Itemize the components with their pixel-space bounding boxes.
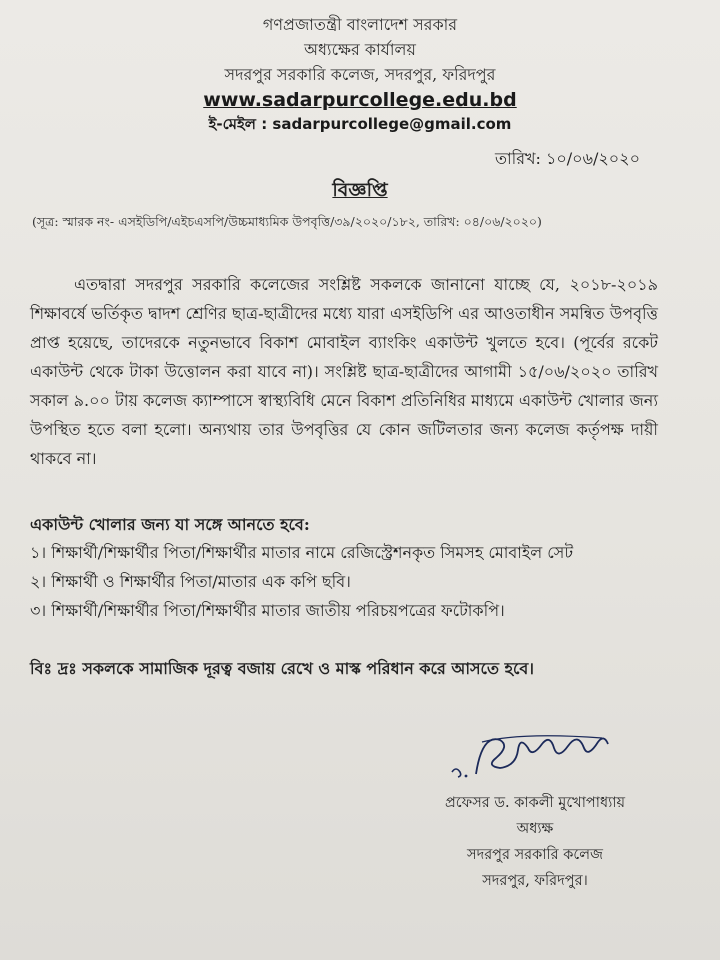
- list-item: ৩। শিক্ষার্থী/শিক্ষার্থীর পিতা/শিক্ষার্থীর মাতার জাতীয় পরিচয়পত্রের ফটোকপি।: [30, 601, 505, 620]
- list-item: ২। শিক্ষার্থী ও শিক্ষার্থীর পিতা/মাতার এক কপি ছবি।: [30, 572, 351, 591]
- office-name: অধ্যক্ষের কার্যালয়: [304, 40, 416, 59]
- signatory-designation: অধ্যক্ষ: [516, 821, 554, 837]
- special-note: বিঃ দ্রঃ সকলকে সামাজিক দূরত্ব বজায় রেখে ও মাস্ক পরিধান করে আসতে হবে।: [30, 659, 535, 678]
- government-name: গণপ্রজাতন্ত্রী বাংলাদেশ সরকার: [262, 15, 458, 34]
- college-address: সদরপুর সরকারি কলেজ, সদরপুর, ফরিদপুর: [224, 65, 496, 84]
- notice-body: এতদ্বারা সদরপুর সরকারি কলেজের সংশ্লিষ্ট সকলকে জানানো যাচ্ছে যে, ২০১৮-২০১৯ শিক্ষাবর্ষে ভর্তিকৃত দ্বাদশ শ্রেণির ছাত্র-ছাত্রীদের মধ্যে যারা এসইডিপি এর আওতাধীন সমন্বিত উপবৃত্তি প্রাপ্ত হয়েছে, তাদেরকে নতুনভাবে বিকাশ মোবাইল ব্যাংকিং একাউন্ট খুলতে হবে। (পূর্বের রকেট একাউন্ট থেকে টাকা উত্তোলন করা যাবে না)। সংশ্লিষ্ট ছাত্র-ছাত্রীদের আগামী ১৫/০৬/২০২০ তারিখ সকাল ৯.০০ টায় কলেজ ক্যাম্পাসে স্বাস্থ্যবিধি মেনে বিকাশ প্রতিনিধির মাধ্যমে একাউন্ট খোলার জন্য উপস্থিত হতে বলা হলো। অন্যথায় তার উপবৃত্তির যে কোন জটিলতার জন্য কলেজ কর্তৃপক্ষ দায়ী থাকবে না।: [30, 275, 658, 468]
- signatory-institution: সদরপুর সরকারি কলেজ: [467, 847, 603, 863]
- signatory-location: সদরপুর, ফরিদপুর।: [482, 873, 588, 889]
- notice-title: বিজ্ঞপ্তি: [332, 179, 388, 201]
- signatory-name: প্রফেসর ড. কাকলী মুখোপাধ্যায়: [444, 795, 626, 811]
- website-link: www.sadarpurcollege.edu.bd: [203, 89, 517, 111]
- letterhead: [0, 12, 720, 135]
- handwritten-signature: [442, 728, 632, 788]
- requirements-list: [30, 538, 670, 625]
- email-line: ই-মেইল : sadarpurcollege@gmail.com: [208, 115, 512, 133]
- list-item: ১। শিক্ষার্থী/শিক্ষার্থীর পিতা/শিক্ষার্থীর মাতার নামে রেজিস্ট্রেশনকৃত সিমসহ মোবাইল সেট: [30, 543, 574, 562]
- requirements-heading: একাউন্ট খোলার জন্য যা সঙ্গে আনতে হবে:: [30, 515, 310, 534]
- reference-line: (সূত্র: স্মারক নং- এসইডিপি/এইচএসপি/উচ্চমাধ্যমিক উপবৃত্তি/৩৯/২০২০/১৮২, তারিখ: ০৪/০৬/২০২০): [32, 214, 542, 229]
- notice-date: তারিখ: ১০/০৬/২০২০: [495, 149, 640, 168]
- signature-block: [400, 790, 670, 894]
